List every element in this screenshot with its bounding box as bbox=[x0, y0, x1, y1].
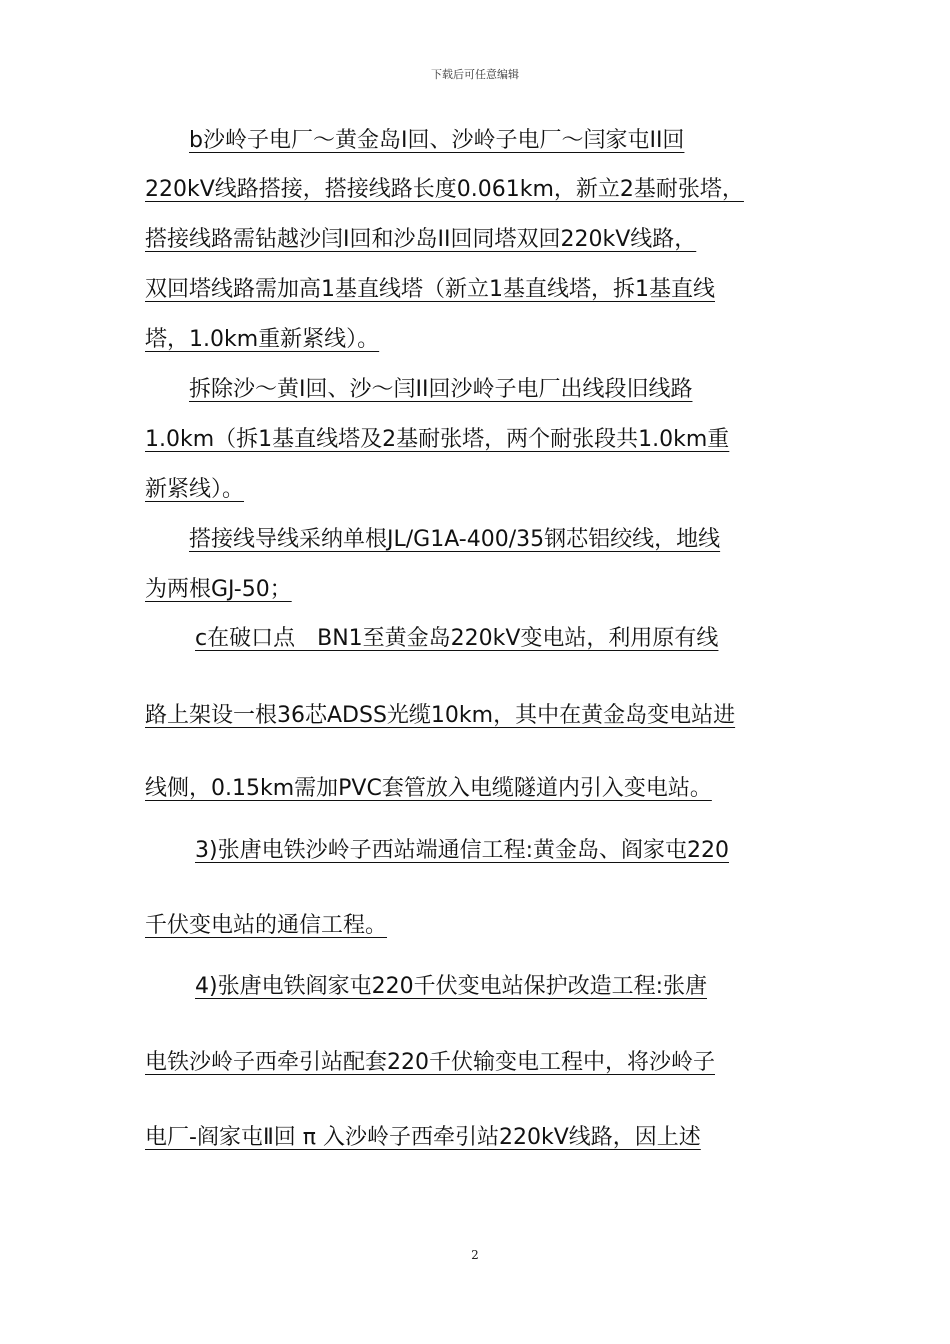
text-line: 4)张唐电铁阎家屯220千伏变电站保护改造工程:张唐 bbox=[195, 974, 707, 999]
text-line: 搭接线导线采纳单根JL/G1A-400/35钢芯铝绞线，地线 bbox=[189, 527, 721, 552]
text-line: 路上架设一根36芯ADSS光缆10km，其中在黄金岛变电站进 bbox=[145, 703, 736, 728]
text-line: 塔，1.0km重新紧线）。 bbox=[145, 327, 380, 352]
text-line: 线侧，0.15km需加PVC套管放入电缆隧道内引入变电站。 bbox=[145, 776, 712, 801]
text-line: 拆除沙～黄Ⅰ回、沙～闫II回沙岭子电厂出线段旧线路 bbox=[189, 377, 693, 402]
text-line: 220kV线路搭接，搭接线路长度0.061km，新立2基耐张塔， bbox=[145, 177, 744, 202]
text-line: b沙岭子电厂～黄金岛Ⅰ回、沙岭子电厂～闫家屯II回 bbox=[189, 128, 685, 153]
text-line: c在破口点 BN1至黄金岛220kV变电站，利用原有线 bbox=[195, 626, 719, 651]
page-header: 下载后可任意编辑 bbox=[431, 68, 519, 81]
text-line: 新紧线）。 bbox=[145, 477, 245, 502]
text-line: 双回塔线路需加高1基直线塔（新立1基直线塔，拆1基直线 bbox=[145, 277, 715, 302]
text-line: 搭接线路需钻越沙闫Ⅰ回和沙岛II回同塔双回220kV线路， bbox=[145, 227, 697, 252]
text-line: 电铁沙岭子西牵引站配套220千伏输变电工程中，将沙岭子 bbox=[145, 1050, 715, 1075]
text-line: 电厂-阎家屯Ⅱ回 π 入沙岭子西牵引站220kV线路，因上述 bbox=[145, 1125, 701, 1150]
text-line: 3)张唐电铁沙岭子西站端通信工程:黄金岛、阎家屯220 bbox=[195, 838, 729, 863]
page-number: 2 bbox=[471, 1248, 479, 1262]
text-line: 1.0km（拆1基直线塔及2基耐张塔，两个耐张段共1.0km重 bbox=[145, 427, 730, 452]
text-line: 为两根GJ-50； bbox=[145, 577, 292, 602]
text-line: 千伏变电站的通信工程。 bbox=[145, 913, 388, 938]
